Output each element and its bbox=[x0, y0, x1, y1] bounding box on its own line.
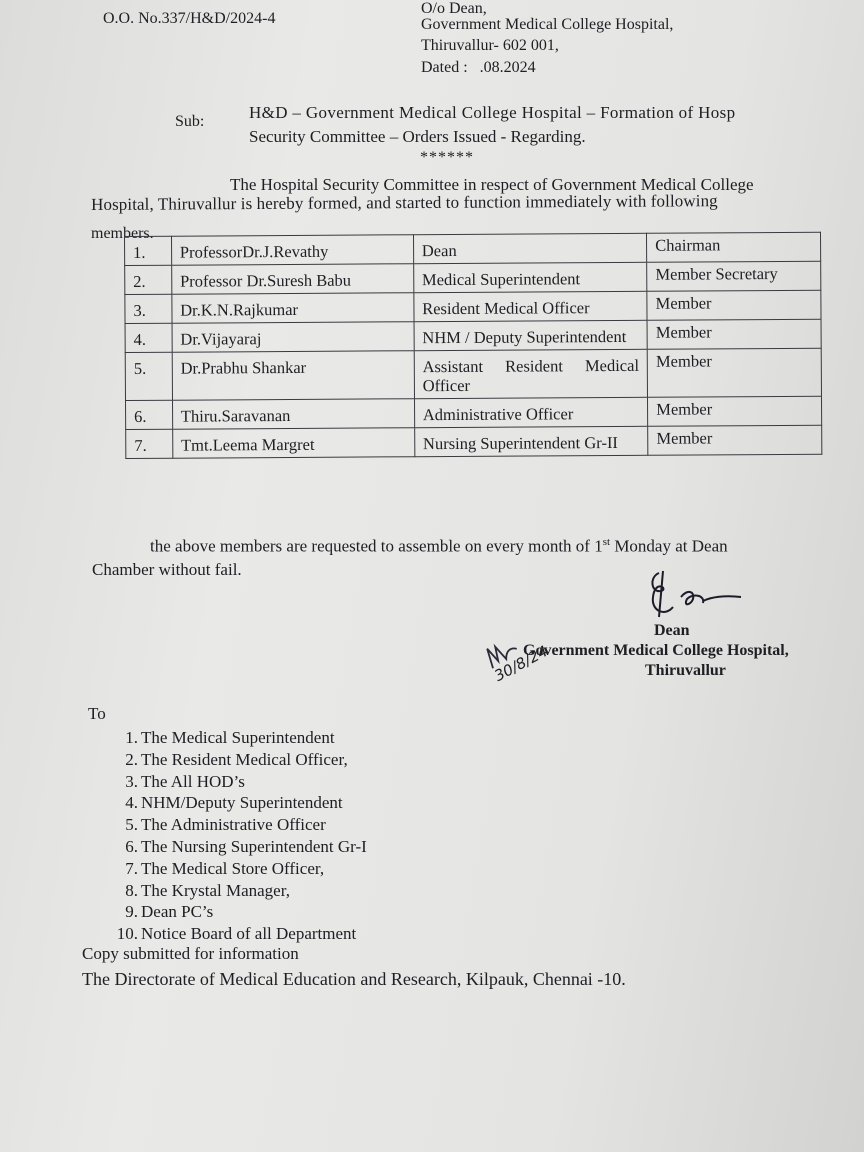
recipient-item bbox=[112, 836, 367, 858]
recipient-text: The Krystal Manager, bbox=[141, 880, 290, 900]
committee-row bbox=[125, 348, 821, 400]
member-name-cell: Tmt.Leema Margret bbox=[172, 428, 414, 458]
role-cell: Member bbox=[647, 348, 821, 397]
committee-row bbox=[126, 396, 822, 429]
subject-label: Sub: bbox=[175, 113, 205, 130]
recipient-item bbox=[112, 901, 367, 923]
recipient-number: 3. bbox=[125, 771, 138, 791]
initials-date: 30/8/24 bbox=[491, 642, 551, 686]
serial-cell: 1. bbox=[125, 236, 172, 265]
designation-cell: Administrative Officer bbox=[414, 397, 648, 427]
recipient-item bbox=[112, 814, 367, 836]
office-name: O/o Dean, bbox=[421, 0, 487, 17]
recipient-number: 10. bbox=[116, 924, 138, 944]
recipient-number: 9. bbox=[125, 902, 138, 922]
dean-signature-graphic bbox=[645, 567, 745, 627]
order-number: O.O. No.337/H&D/2024-4 bbox=[103, 10, 276, 27]
recipient-number: 4. bbox=[125, 793, 138, 813]
serial-cell: 3. bbox=[125, 294, 172, 323]
role-cell: Member Secretary bbox=[647, 261, 821, 291]
member-name-cell: Dr.K.N.Rajkumar bbox=[172, 293, 414, 323]
recipient-text: The Resident Medical Officer, bbox=[141, 749, 348, 769]
recipient-item bbox=[112, 923, 367, 945]
serial-cell: 7. bbox=[126, 429, 173, 458]
committee-row bbox=[126, 425, 822, 458]
meeting-line-2: Chamber without fail. bbox=[92, 560, 242, 579]
designation-cell: Dean bbox=[413, 233, 647, 263]
committee-row bbox=[125, 261, 821, 294]
recipient-item bbox=[112, 792, 367, 814]
recipient-text: Dean PC’s bbox=[141, 902, 214, 922]
member-name-cell: Thiru.Saravanan bbox=[172, 399, 414, 429]
committee-row bbox=[125, 232, 821, 265]
recipient-text: The Administrative Officer bbox=[141, 815, 326, 835]
recipient-number: 5. bbox=[125, 815, 138, 835]
handwritten-initials bbox=[480, 621, 551, 685]
recipient-number: 6. bbox=[125, 836, 138, 856]
signatory-title: Dean bbox=[654, 622, 690, 639]
committee-row bbox=[125, 319, 821, 352]
recipient-item bbox=[112, 880, 367, 902]
recipient-number: 1. bbox=[125, 728, 138, 747]
recipient-text: The All HOD’s bbox=[141, 771, 245, 791]
committee-table-body bbox=[125, 232, 822, 458]
signatory-institution: Government Medical College Hospital, bbox=[523, 642, 789, 659]
recipient-item bbox=[112, 749, 367, 771]
recipient-text: The Medical Superintendent bbox=[141, 728, 335, 747]
role-cell: Member bbox=[647, 319, 821, 349]
serial-cell: 4. bbox=[125, 323, 172, 352]
designation-cell: Resident Medical Officer bbox=[414, 291, 648, 321]
subject-line-1: H&D – Government Medical College Hospital – Formation of Hosp bbox=[249, 103, 736, 122]
serial-cell: 5. bbox=[125, 352, 172, 400]
designation-cell: Assistant Resident Medical Officer bbox=[414, 349, 648, 398]
member-name-cell: ProfessorDr.J.Revathy bbox=[171, 235, 413, 265]
intro-line-2: Hospital, Thiruvallur is hereby formed, and started to function immediately with following bbox=[91, 191, 718, 214]
dated-line bbox=[421, 59, 536, 77]
dated-value: .08.2024 bbox=[479, 59, 536, 76]
member-name-cell: Dr.Vijayaraj bbox=[172, 322, 414, 352]
meeting-text-pre: the above members are requested to assemble on every month of 1 bbox=[150, 536, 603, 556]
recipient-text: The Nursing Superintendent Gr-I bbox=[141, 836, 367, 856]
institution-name: Government Medical College Hospital, bbox=[421, 16, 674, 33]
copy-recipient: The Directorate of Medical Education and Research, Kilpauk, Chennai -10. bbox=[82, 969, 626, 989]
recipient-number: 8. bbox=[125, 880, 138, 900]
signatory-place: Thiruvallur bbox=[645, 662, 726, 679]
recipient-text: The Medical Store Officer, bbox=[141, 858, 325, 878]
recipient-list bbox=[112, 727, 367, 945]
member-name-cell: Dr.Prabhu Shankar bbox=[172, 351, 414, 400]
recipient-item bbox=[112, 727, 367, 749]
meeting-text-sup: st bbox=[602, 536, 611, 548]
committee-table bbox=[124, 232, 822, 459]
role-cell: Member bbox=[648, 396, 822, 426]
subject-separator: ****** bbox=[420, 149, 474, 166]
subject-line-2: Security Committee – Orders Issued - Regarding. bbox=[249, 127, 586, 146]
member-name-cell: Professor Dr.Suresh Babu bbox=[171, 264, 413, 294]
meeting-line-1 bbox=[150, 536, 728, 557]
recipient-number: 2. bbox=[125, 749, 138, 769]
institution-address: Thiruvallur- 602 001, bbox=[421, 37, 559, 54]
recipient-item bbox=[112, 858, 367, 880]
role-cell: Member bbox=[647, 290, 821, 320]
recipient-text: Notice Board of all Department bbox=[141, 924, 357, 944]
to-label: To bbox=[88, 704, 106, 723]
role-cell: Chairman bbox=[647, 232, 821, 262]
recipient-item bbox=[112, 771, 367, 793]
dated-label: Dated : bbox=[421, 59, 468, 76]
designation-cell: NHM / Deputy Superintendent bbox=[414, 320, 648, 350]
meeting-text-post: Monday at Dean bbox=[610, 536, 728, 556]
serial-cell: 2. bbox=[125, 265, 172, 294]
serial-cell: 6. bbox=[126, 400, 173, 429]
designation-cell: Nursing Superintendent Gr-II bbox=[414, 426, 648, 456]
designation-cell: Medical Superintendent bbox=[413, 262, 647, 292]
committee-row bbox=[125, 290, 821, 323]
copy-label: Copy submitted for information bbox=[82, 944, 299, 963]
intro-line-1: The Hospital Security Committee in respect of Government Medical College bbox=[230, 175, 754, 194]
recipient-number: 7. bbox=[125, 858, 138, 878]
intro-line-3: members. bbox=[91, 225, 154, 242]
recipient-text: NHM/Deputy Superintendent bbox=[141, 793, 343, 813]
role-cell: Member bbox=[648, 425, 822, 455]
